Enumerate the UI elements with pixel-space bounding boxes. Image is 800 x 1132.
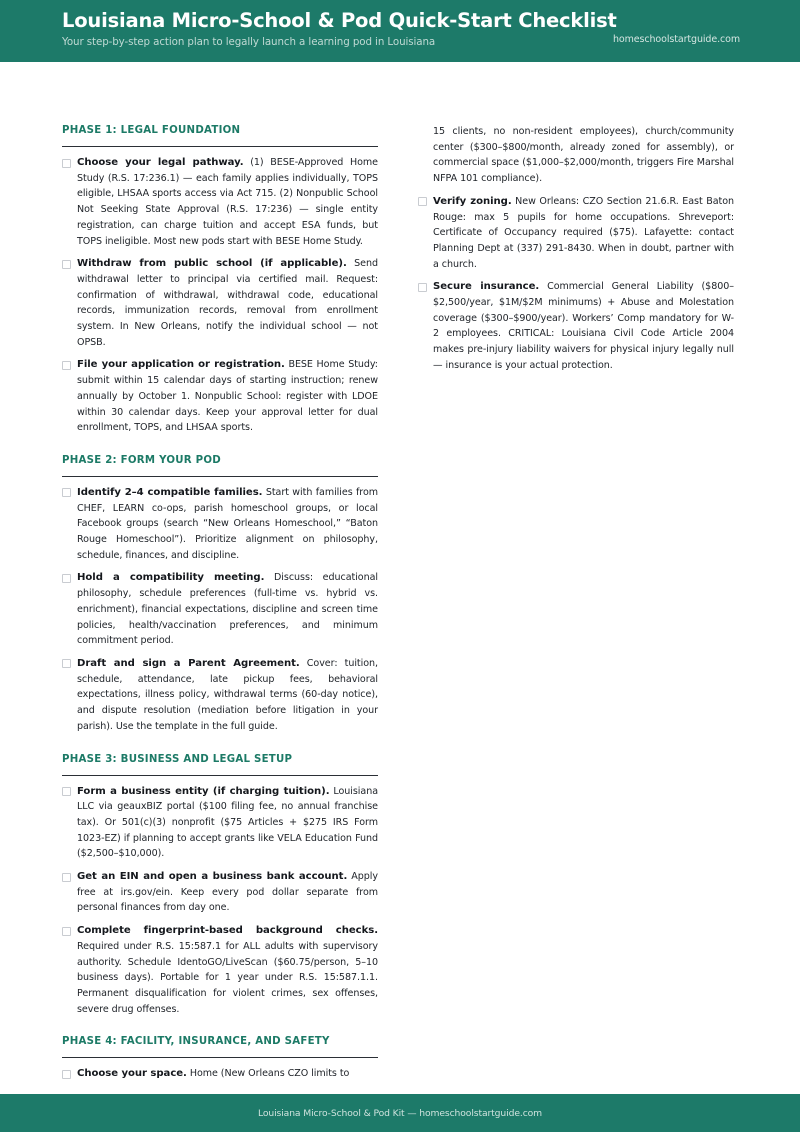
checkbox-icon[interactable]	[418, 283, 427, 292]
phase-section	[62, 1035, 378, 1082]
checkbox-icon[interactable]	[62, 488, 71, 497]
checklist-item-text	[77, 656, 378, 735]
checkbox-icon[interactable]	[62, 159, 71, 168]
page-header	[0, 0, 800, 62]
checklist-item-text	[77, 357, 378, 436]
phase-section	[62, 753, 378, 1018]
checklist-item-lead: Choose your space.	[77, 1068, 187, 1080]
checkbox-icon[interactable]	[418, 197, 427, 206]
page-title: Louisiana Micro-School & Pod Quick-Start Checklist	[62, 9, 617, 32]
checklist-item-lead: File your application or registration.	[77, 359, 285, 371]
checklist-item-lead: Secure insurance.	[433, 281, 540, 293]
phase-section	[62, 454, 378, 735]
checklist-item-text	[77, 155, 378, 249]
checklist-item-body: Cover: tuition, schedule, attendance, late pickup fees, behavioral expectations, illness policy, withdrawal terms (60-day notice), and dispute resolution (mediation before litigation in your parish). Use the template in the full guide.	[77, 657, 378, 732]
phase-divider	[62, 1057, 378, 1058]
left-column	[62, 124, 378, 1082]
checklist-item-body: New Orleans: CZO Section 21.6.R. East Baton Rouge: max 5 pupils for home occupations. Shreveport: Certificate of Occupancy required ($75). Lafayette: contact Planning Dept at (337) 291-8430. When in doubt, partner with a church.	[433, 195, 734, 270]
checklist-item[interactable]	[62, 1066, 378, 1082]
checklist-item-lead: Withdraw from public school (if applicable).	[77, 258, 347, 270]
phase-title: PHASE 4: FACILITY, INSURANCE, AND SAFETY	[62, 1036, 330, 1048]
checklist-item[interactable]	[418, 194, 734, 273]
checklist-item-lead: Identify 2–4 compatible families.	[77, 486, 263, 498]
checkbox-icon[interactable]	[62, 873, 71, 882]
checklist-item-body: BESE Home Study: submit within 15 calendar days of starting instruction; renew annually by October 1. Nonpublic School: register with LDOE within 30 calendar days. Keep your approval letter for dual enrollment, TOPS, and LHSAA sports.	[77, 359, 378, 434]
checkbox-icon[interactable]	[62, 361, 71, 370]
checklist-item[interactable]	[62, 784, 378, 863]
checklist-item-text	[77, 485, 378, 564]
checklist-item[interactable]	[418, 279, 734, 373]
checklist-item-lead: Hold a compatibility meeting.	[77, 572, 265, 584]
checklist-item-text	[77, 256, 378, 350]
checklist-item[interactable]	[62, 256, 378, 350]
checklist-item-body: Discuss: educational philosophy, schedule preferences (full-time vs. hybrid vs. enrichment), financial expectations, discipline and screen time policies, health/vaccination preferences, and minimum commitment period.	[77, 572, 378, 647]
page-body	[0, 62, 800, 1094]
phase-section	[62, 124, 378, 436]
checklist-item-lead: Complete fingerprint-based background checks.	[77, 925, 378, 937]
checklist-item-text	[433, 194, 734, 273]
checklist-item-body: Send withdrawal letter to principal via certified mail. Request: confirmation of withdrawal, withdrawal code, educational records, immunization records, removal from enrollment system. In New Orleans, notify the individual school — not OPSB.	[77, 258, 378, 348]
checklist-item-body: Commercial General Liability ($800–$2,500/year, $1M/$2M minimums) + Abuse and Molestation coverage ($300–$900/year). Workers’ Comp mandatory for W-2 employees. CRITICAL: Louisiana Civil Code Article 2004 makes pre-injury liability waivers for physical injury legally null — insurance is your actual protection.	[433, 281, 734, 371]
checklist-item-text	[77, 784, 378, 863]
phase-title: PHASE 2: FORM YOUR POD	[62, 454, 221, 466]
checklist-item-text	[77, 869, 378, 916]
checklist-item-lead: Form a business entity (if charging tuition).	[77, 785, 330, 797]
checklist-item[interactable]	[62, 357, 378, 436]
checkbox-icon[interactable]	[62, 574, 71, 583]
phase-divider	[62, 775, 378, 776]
checklist-item[interactable]	[62, 485, 378, 564]
checklist-item[interactable]	[62, 155, 378, 249]
footer-text: Louisiana Micro-School & Pod Kit — homeschoolstartguide.com	[257, 1107, 543, 1119]
checklist-item[interactable]	[62, 869, 378, 916]
checklist-item-text	[433, 279, 734, 373]
page-subtitle: Your step-by-step action plan to legally launch a learning pod in Louisiana	[62, 36, 436, 48]
checklist-item-body: Start with families from CHEF, LEARN co-ops, parish homeschool groups, or local Facebook groups (search “New Orleans Homeschool,” “Baton Rouge Homeschool”). Prioritize alignment on philosophy, schedule, finances, and discipline.	[77, 486, 379, 561]
page-footer	[0, 1094, 800, 1132]
phase-divider	[62, 476, 378, 477]
phase-title: PHASE 3: BUSINESS AND LEGAL SETUP	[62, 753, 293, 765]
checklist-item-text	[77, 570, 378, 649]
checklist-item-body: Apply free at irs.gov/ein. Keep every pod dollar separate from personal finances from day one.	[77, 871, 378, 914]
checkbox-icon[interactable]	[62, 927, 71, 936]
checklist-item-body: Louisiana LLC via geauxBIZ portal ($100 filing fee, no annual franchise tax). Or 501(c)(3) nonprofit ($75 Articles + $275 IRS Form 1023-EZ) if planning to accept grants like VELA Education Fund ($2,500–$10,000).	[77, 785, 378, 860]
checklist-item-body: Home (New Orleans CZO limits to	[186, 1068, 350, 1080]
checkbox-icon[interactable]	[62, 787, 71, 796]
phase-divider	[62, 146, 378, 147]
checklist-item-body: Required under R.S. 15:587.1 for ALL adults with supervisory authority. Schedule IdentoGO/LiveScan ($60.75/person, 5–10 business days). Portable for 1 year under R.S. 15:587.1.1. Permanent disqualification for violent crimes, sex offenses, severe drug offenses.	[77, 940, 378, 1015]
checklist-item[interactable]	[62, 923, 378, 1017]
checklist-item-text	[77, 1066, 378, 1082]
checkbox-icon[interactable]	[62, 659, 71, 668]
checklist-item-lead: Get an EIN and open a business bank account.	[77, 871, 348, 883]
two-column-layout	[62, 124, 745, 1082]
continuation-paragraph: 15 clients, no non-resident employees), church/community center ($300–$800/month, already zoned for assembly), or commercial space ($1,000–$2,000/month, triggers Fire Marshal NFPA 101 compliance).	[433, 126, 734, 185]
checkbox-icon[interactable]	[62, 260, 71, 269]
checklist-item-body: (1) BESE-Approved Home Study (R.S. 17:236.1) — each family applies individually, TOPS eligible, LHSAA sports access via Act 715. (2) Nonpublic School Not Seeking State Approval (R.S. 17:236) — single entity registration, can charge tuition and accept ESA funds, but TOPS ineligible. Most new pods start with BESE Home Study.	[77, 157, 378, 247]
checkbox-icon[interactable]	[62, 1070, 71, 1079]
checklist-item-text	[77, 923, 378, 1017]
checklist-item-lead: Draft and sign a Parent Agreement.	[77, 657, 300, 669]
checklist-item[interactable]	[62, 656, 378, 735]
checklist-item-lead: Choose your legal pathway.	[77, 157, 244, 168]
right-column	[418, 124, 734, 374]
checklist-item-lead: Verify zoning.	[433, 195, 512, 207]
header-site-url: homeschoolstartguide.com	[613, 34, 740, 45]
checklist-item[interactable]	[62, 570, 378, 649]
phase-title: PHASE 1: LEGAL FOUNDATION	[62, 125, 241, 136]
